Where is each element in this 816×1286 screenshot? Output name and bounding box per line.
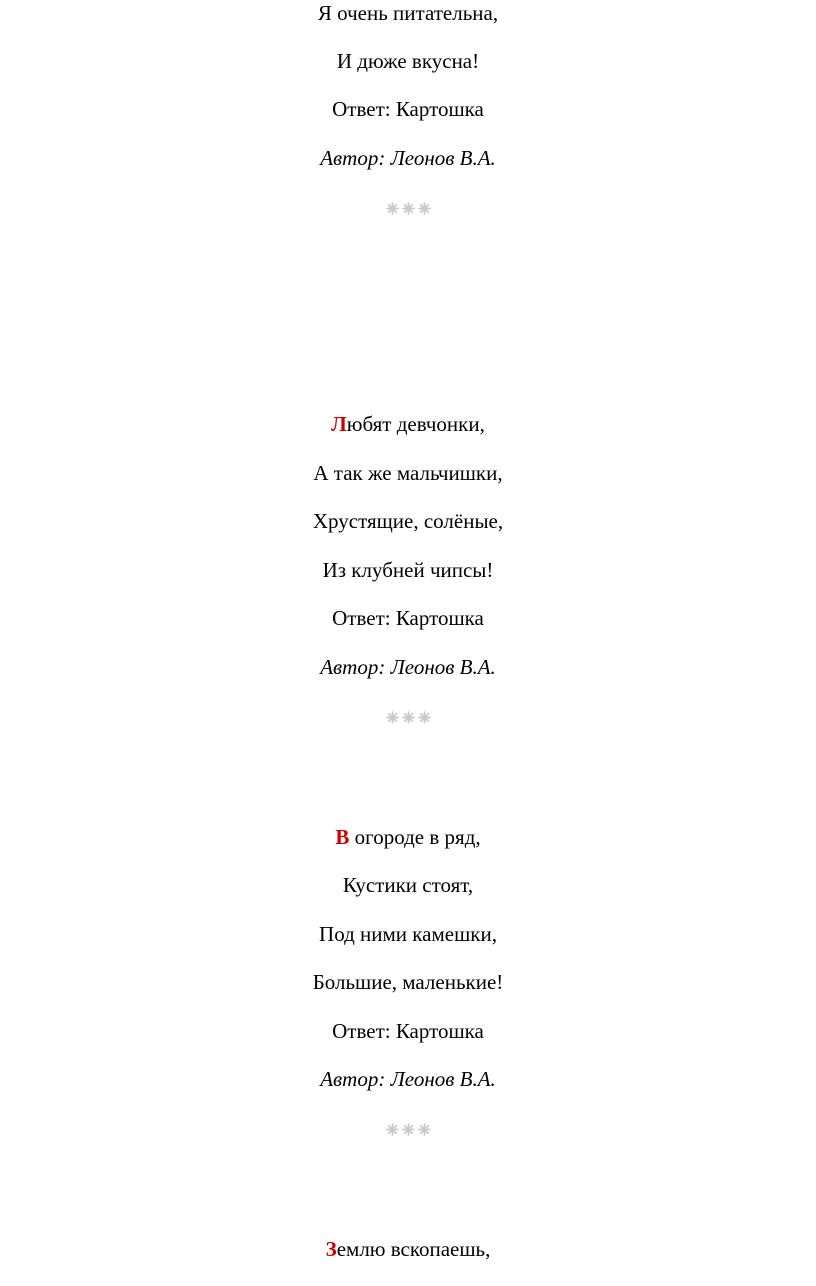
separator-3	[0, 1123, 816, 1139]
separator-2	[0, 711, 816, 727]
snowflake-icon	[402, 1123, 415, 1136]
riddle3-line-1	[0, 824, 816, 850]
riddle4-line-1-rest: емлю вскопаешь,	[336, 1237, 491, 1261]
drop-cap-letter: З	[325, 1237, 337, 1261]
riddle1-author: Автор: Леонов В.А.	[320, 146, 496, 170]
snowflake-icon	[418, 202, 431, 215]
snowflake-icon	[386, 202, 399, 215]
riddle2-line-4: Из клубней чипсы!	[322, 558, 494, 582]
riddle2-line-3: Хрустящие, солёные,	[312, 509, 504, 533]
snowflake-icon	[402, 711, 415, 724]
riddle2-line-2: А так же мальчишки,	[313, 461, 503, 485]
snowflake-icon	[386, 1123, 399, 1136]
snowflake-icon	[418, 1123, 431, 1136]
riddle3-line-4: Большие, маленькие!	[312, 970, 504, 994]
riddle3-answer: Ответ: Картошка	[332, 1019, 484, 1043]
riddle1-answer: Ответ: Картошка	[332, 97, 484, 121]
riddle1-line-1: Я очень питательна,	[317, 1, 499, 25]
riddle2-line-1-rest: юбят девчонки,	[346, 412, 485, 436]
riddle4-line-1	[0, 1236, 816, 1262]
separator-1	[0, 202, 816, 218]
riddle3-line-1-rest: огороде в ряд,	[349, 825, 481, 849]
snowflake-icon	[386, 711, 399, 724]
snowflake-icon	[418, 711, 431, 724]
riddle2-answer: Ответ: Картошка	[332, 606, 484, 630]
riddle3-line-3: Под ними камешки,	[319, 922, 497, 946]
drop-cap-letter: В	[335, 825, 350, 849]
riddle3-author: Автор: Леонов В.А.	[320, 1067, 496, 1091]
riddle3-line-2: Кустики стоят,	[342, 873, 474, 897]
riddle2-line-1	[0, 411, 816, 437]
snowflake-icon	[402, 202, 415, 215]
drop-cap-letter: Л	[331, 412, 347, 436]
riddle1-line-2: И дюже вкусна!	[336, 49, 480, 73]
riddle2-author: Автор: Леонов В.А.	[320, 655, 496, 679]
